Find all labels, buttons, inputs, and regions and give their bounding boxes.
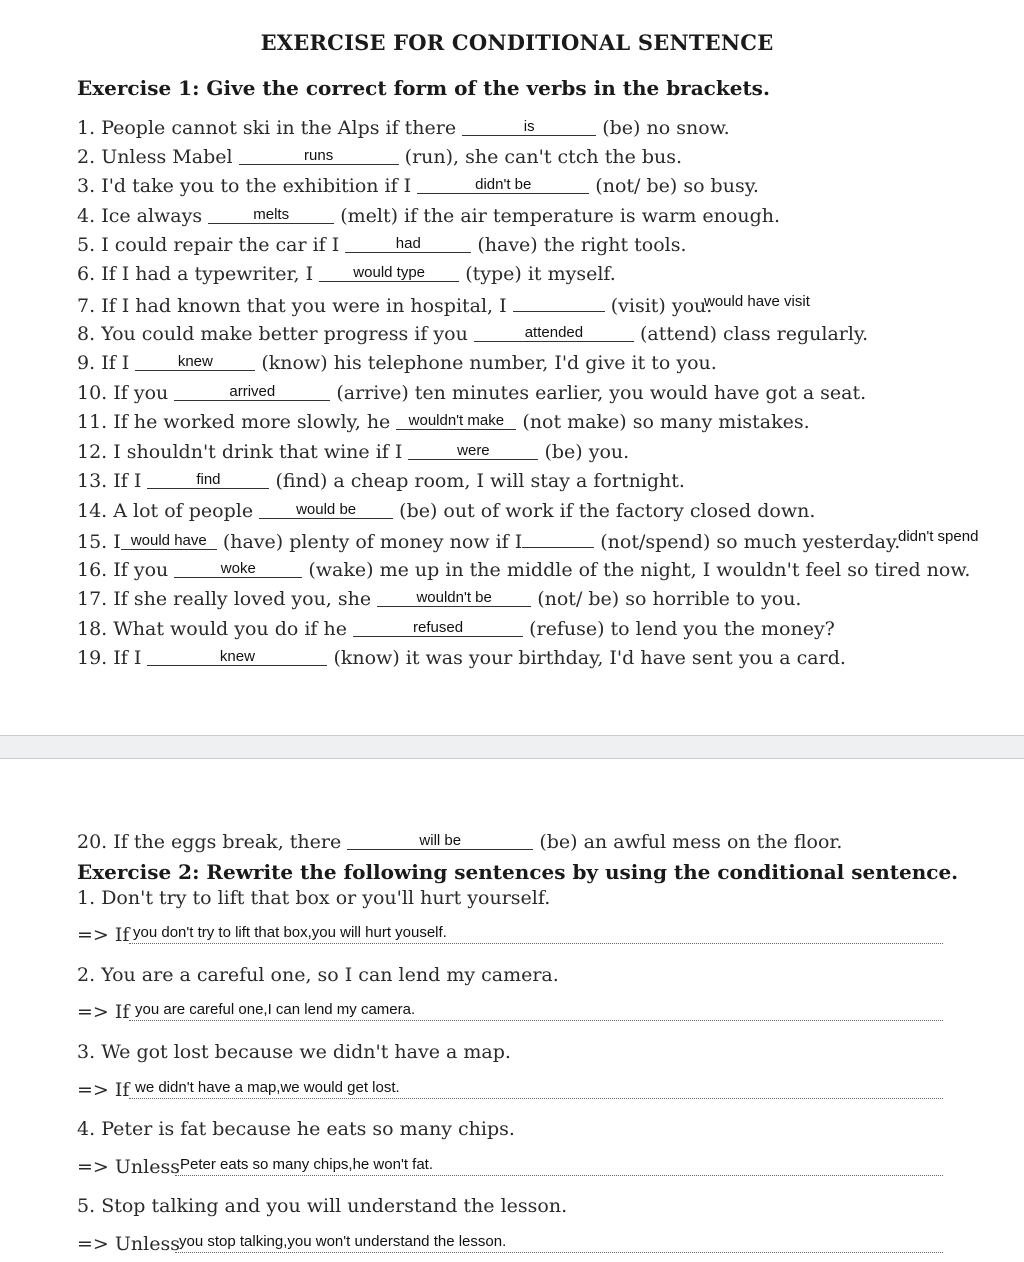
exercise1-item-9: 9. If I knew (know) his telephone number, I'd give it to you. [77,352,717,374]
exercise1-item-7: 7. If I had known that you were in hospital, I (visit) you. [77,295,713,317]
exercise1-item-11: 11. If he worked more slowly, he wouldn't make (not make) so many mistakes. [77,411,810,433]
exercise2-rewrite-3[interactable]: => If we didn't have a map,we would get lost. [77,1077,943,1099]
answer-blank[interactable]: didn't be [417,175,589,194]
exercise1-item-12: 12. I shouldn't drink that wine if I were (be) you. [77,441,630,463]
answer-blank[interactable]: will be [347,831,533,850]
side-answer: didn't spend [898,528,979,545]
exercise2-rewrite-5[interactable]: => Unless you stop talking,you won't understand the lesson. [77,1231,943,1253]
exercise1-item-20: 20. If the eggs break, there will be (be) an awful mess on the floor. [77,831,843,853]
side-answer: would have visit [704,293,810,310]
exercise1-item-16: 16. If you woke (wake) me up in the middle of the night, I wouldn't feel so tired now. [77,559,971,581]
page-title: EXERCISE FOR CONDITIONAL SENTENCE [260,30,774,55]
answer-blank[interactable] [513,293,605,312]
exercise2-rewrite-4[interactable]: => Unless Peter eats so many chips,he won't fat. [77,1154,943,1176]
answer-blank[interactable]: would type [319,263,459,282]
answer-blank[interactable]: melts [208,205,334,224]
answer-blank[interactable]: were [408,441,538,460]
exercise1-item-18: 18. What would you do if he refused (refuse) to lend you the money? [77,618,835,640]
answer-blank[interactable]: arrived [174,382,330,401]
answer-blank[interactable]: refused [353,618,523,637]
answer-blank[interactable]: woke [174,559,302,578]
exercise2-item-2: 2. You are a careful one, so I can lend my camera. [77,964,559,986]
exercise1-item-2: 2. Unless Mabel runs (run), she can't ctch the bus. [77,146,683,168]
exercise1-item-5: 5. I could repair the car if I had (have) the right tools. [77,234,687,256]
answer-blank[interactable]: wouldn't be [377,588,531,607]
exercise1-item-15: 15. I would have (have) plenty of money now if I (not/spend) so much yesterday. [77,531,901,553]
answer-blank[interactable]: would have [121,531,217,550]
answer-blank[interactable]: wouldn't make [396,411,516,430]
exercise1-item-1: 1. People cannot ski in the Alps if there is (be) no snow. [77,117,730,139]
exercise1-item-3: 3. I'd take you to the exhibition if I didn't be (not/ be) so busy. [77,175,759,197]
exercise1-item-4: 4. Ice always melts (melt) if the air temperature is warm enough. [77,205,781,227]
answer-blank[interactable]: find [147,470,269,489]
exercise1-item-8: 8. You could make better progress if you attended (attend) class regularly. [77,323,869,345]
exercise1-item-10: 10. If you arrived (arrive) ten minutes earlier, you would have got a seat. [77,382,867,404]
answer-blank[interactable]: would be [259,500,393,519]
answer-blank[interactable]: had [345,234,471,253]
exercise1-item-13: 13. If I find (find) a cheap room, I will stay a fortnight. [77,470,685,492]
exercise2-rewrite-2[interactable]: => If you are careful one,I can lend my camera. [77,999,943,1021]
exercise1-item-14: 14. A lot of people would be (be) out of work if the factory closed down. [77,500,816,522]
exercise1-item-17: 17. If she really loved you, she wouldn't be (not/ be) so horrible to you. [77,588,802,610]
answer-blank[interactable]: knew [147,647,327,666]
exercise2-item-4: 4. Peter is fat because he eats so many chips. [77,1118,515,1140]
exercise2-item-1: 1. Don't try to lift that box or you'll hurt yourself. [77,887,551,909]
exercise2-item-3: 3. We got lost because we didn't have a map. [77,1041,511,1063]
exercise1-heading: Exercise 1: Give the correct form of the verbs in the brackets. [77,76,770,100]
answer-blank[interactable]: knew [135,352,255,371]
exercise1-item-6: 6. If I had a typewriter, I would type (type) it myself. [77,263,616,285]
exercise2-item-5: 5. Stop talking and you will understand the lesson. [77,1195,568,1217]
answer-blank[interactable] [522,529,594,548]
answer-blank[interactable]: attended [474,323,634,342]
answer-blank[interactable]: runs [239,146,399,165]
exercise2-rewrite-1[interactable]: => If you don't try to lift that box,you will hurt youself. [77,922,943,944]
page-break-divider [0,735,1024,759]
exercise1-item-19: 19. If I knew (know) it was your birthday, I'd have sent you a card. [77,647,846,669]
answer-blank[interactable]: is [462,117,596,136]
worksheet-page-2 [0,759,1024,1262]
exercise2-heading: Exercise 2: Rewrite the following sentences by using the conditional sentence. [77,860,959,884]
